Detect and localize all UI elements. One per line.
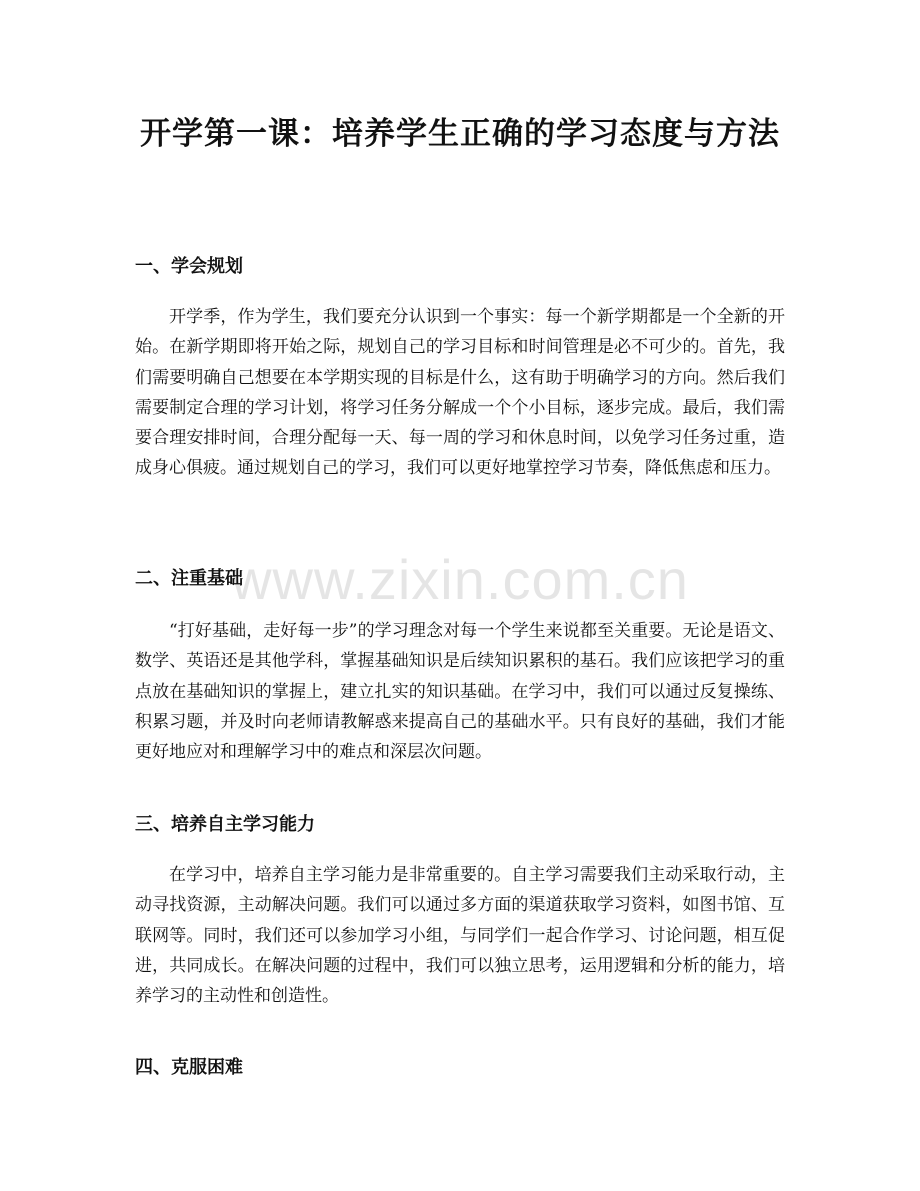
section-heading-self-learning: 三、培养自主学习能力: [135, 814, 315, 835]
document-title: 开学第一课：培养学生正确的学习态度与方法: [140, 116, 780, 152]
section-heading-planning: 一、学会规划: [135, 256, 243, 277]
section-heading-basics: 二、注重基础: [135, 568, 243, 589]
section-body-planning: 开学季，作为学生，我们要充分认识到一个事实：每一个新学期都是一个全新的开始。在新学期即将开始之际，规划自己的学习目标和时间管理是必不可少的。首先，我们需要明确自己想要在本学期实现的目标是什么，这有助于明确学习的方向。然后我们需要制定合理的学习计划，将学习任务分解成一个个小目标，逐步完成。最后，我们需要合理安排时间，合理分配每一天、每一周的学习和休息时间，以免学习任务过重，造成身心俱疲。通过规划自己的学习，我们可以更好地掌控学习节奏，降低焦虑和压力。: [135, 307, 785, 479]
section-body-self-learning: 在学习中，培养自主学习能力是非常重要的。自主学习需要我们主动采取行动，主动寻找资源，主动解决问题。我们可以通过多方面的渠道获取学习资料，如图书馆、互联网等。同时，我们还可以参加学习小组，与同学们一起合作学习、讨论问题，相互促进，共同成长。在解决问题的过程中，我们可以独立思考，运用逻辑和分析的能力，培养学习的主动性和创造性。: [135, 865, 785, 1007]
section-body-basics: “打好基础，走好每一步”的学习理念对每一个学生来说都至关重要。无论是语文、数学、英语还是其他学科，掌握基础知识是后续知识累积的基石。我们应该把学习的重点放在基础知识的掌握上，建立扎实的知识基础。在学习中，我们可以通过反复操练、积累习题，并及时向老师请教解惑来提高自己的基础水平。只有良好的基础，我们才能更好地应对和理解学习中的难点和深层次问题。: [135, 621, 785, 763]
watermark-text: www.zixin.com.cn: [231, 548, 689, 611]
section-heading-overcoming-difficulties: 四、克服困难: [135, 1057, 243, 1078]
